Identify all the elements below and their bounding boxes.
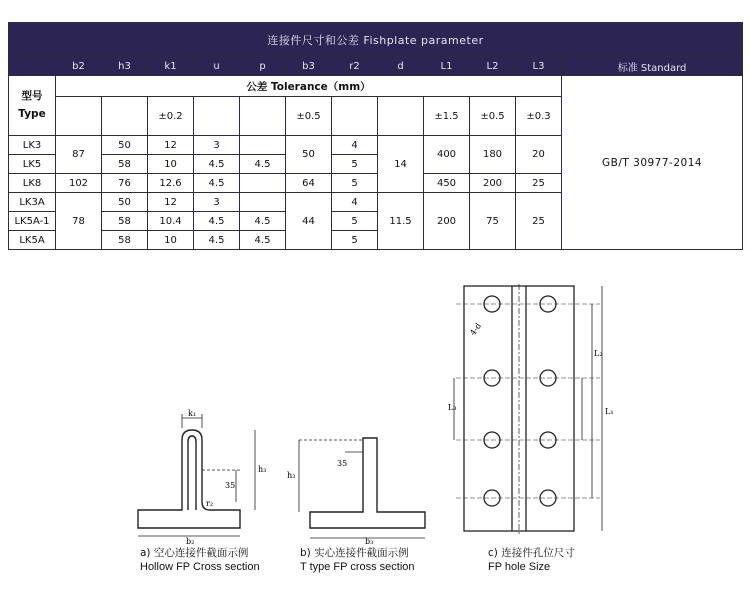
cell-type: LK3A	[9, 193, 56, 212]
cell-k1: 10	[148, 155, 194, 174]
caption-b-cn: b) 实心连接件截面示例	[300, 547, 409, 559]
label-b2: b₂	[186, 537, 195, 546]
label-d: 4-d	[468, 321, 484, 338]
tolerance-r2	[332, 97, 378, 136]
cell-k1: 12	[148, 193, 194, 212]
header-u: u	[194, 58, 240, 76]
caption-b	[300, 546, 415, 574]
cell-u: 4.5	[194, 212, 240, 231]
header-standard: 标准 Standard	[562, 58, 743, 76]
caption-a-en: Hollow FP Cross section	[140, 561, 260, 573]
tolerance-L3: ±0.3	[516, 97, 562, 136]
cell-L2: 75	[470, 193, 516, 250]
label-h5: 35	[225, 481, 236, 490]
figures-area	[0, 270, 750, 600]
cell-b3: 64	[286, 174, 332, 193]
cell-u: 4.5	[194, 231, 240, 250]
cell-r2: 5	[332, 174, 378, 193]
header-b2: b2	[56, 58, 102, 76]
cell-type: LK5	[9, 155, 56, 174]
cell-b3: 50	[286, 136, 332, 174]
cell-h3: 58	[102, 231, 148, 250]
cell-p: 4.5	[240, 231, 286, 250]
label-L1: L₁	[605, 407, 614, 416]
caption-c-en: FP hole Size	[488, 561, 551, 573]
cell-p: 4.5	[240, 155, 286, 174]
cell-L3: 25	[516, 193, 562, 250]
label-L3: L₃	[448, 403, 457, 412]
tolerance-b2	[56, 97, 102, 136]
cell-b2: 78	[56, 193, 102, 250]
cell-r2: 4	[332, 193, 378, 212]
header-k1: k1	[148, 58, 194, 76]
fishplate-parameter-table	[8, 22, 743, 250]
tolerance-p	[240, 97, 286, 136]
cell-r2: 5	[332, 231, 378, 250]
parameter-table-container	[8, 22, 742, 250]
type-label-cn: 型号	[21, 89, 43, 102]
cell-b2: 87	[56, 136, 102, 174]
cell-type: LK3	[9, 136, 56, 155]
cell-p	[240, 193, 286, 212]
tolerance-b3: ±0.5	[286, 97, 332, 136]
cell-L1: 200	[424, 193, 470, 250]
header-L2: L2	[470, 58, 516, 76]
standard-value: GB/T 30977-2014	[562, 76, 743, 250]
cell-r2: 5	[332, 155, 378, 174]
label-h3-b: h₃	[287, 471, 296, 480]
cell-u: 4.5	[194, 174, 240, 193]
cell-u: 4.5	[194, 155, 240, 174]
label-h5-b: 35	[337, 459, 348, 468]
caption-b-en: T type FP cross section	[300, 561, 415, 573]
header-blank	[9, 58, 56, 76]
cell-h3: 58	[102, 155, 148, 174]
caption-a	[140, 546, 260, 574]
cell-r2: 4	[332, 136, 378, 155]
cell-h3: 76	[102, 174, 148, 193]
header-L3: L3	[516, 58, 562, 76]
cell-k1: 10	[148, 231, 194, 250]
tolerance-L2: ±0.5	[470, 97, 516, 136]
cell-L2: 200	[470, 174, 516, 193]
cell-h3: 58	[102, 212, 148, 231]
t-type-fp-cross-section-drawing	[285, 420, 435, 545]
label-h3: h₃	[258, 465, 267, 474]
label-b3: b₃	[365, 537, 374, 546]
cell-k1: 10.4	[148, 212, 194, 231]
cell-b3: 44	[286, 193, 332, 250]
header-d: d	[378, 58, 424, 76]
cell-k1: 12	[148, 136, 194, 155]
header-p: p	[240, 58, 286, 76]
cell-p: 4.5	[240, 212, 286, 231]
tolerance-u	[194, 97, 240, 136]
tolerance-header: 公差 Tolerance（mm）	[56, 76, 562, 97]
cell-L2: 180	[470, 136, 516, 174]
cell-L3: 25	[516, 174, 562, 193]
cell-L1: 450	[424, 174, 470, 193]
cell-h3: 50	[102, 136, 148, 155]
cell-type: LK5A-1	[9, 212, 56, 231]
cell-b2: 102	[56, 174, 102, 193]
cell-d: 14	[378, 136, 424, 193]
header-L1: L1	[424, 58, 470, 76]
label-k1: k₁	[188, 409, 197, 418]
cell-p	[240, 174, 286, 193]
table-title: 连接件尺寸和公差 Fishplate parameter	[9, 23, 743, 58]
type-header-cell	[9, 76, 56, 136]
header-r2: r2	[332, 58, 378, 76]
cell-u: 3	[194, 136, 240, 155]
cell-type: LK5A	[9, 231, 56, 250]
tolerance-h3	[102, 97, 148, 136]
caption-c-cn: c) 连接件孔位尺寸	[488, 547, 575, 559]
cell-p	[240, 136, 286, 155]
label-L2: L₂	[594, 349, 603, 358]
tolerance-L1: ±1.5	[424, 97, 470, 136]
type-label-en: Type	[18, 107, 46, 120]
label-r2: r₂	[206, 499, 214, 508]
header-b3: b3	[286, 58, 332, 76]
cell-d: 11.5	[378, 193, 424, 250]
cell-type: LK8	[9, 174, 56, 193]
cell-k1: 12.6	[148, 174, 194, 193]
tolerance-k1: ±0.2	[148, 97, 194, 136]
cell-L1: 400	[424, 136, 470, 174]
cell-L3: 20	[516, 136, 562, 174]
tolerance-d	[378, 97, 424, 136]
cell-r2: 5	[332, 212, 378, 231]
fp-hole-size-drawing	[450, 284, 650, 536]
caption-a-cn: a) 空心连接件截面示例	[140, 547, 249, 559]
cell-h3: 50	[102, 193, 148, 212]
cell-u: 3	[194, 193, 240, 212]
header-h3: h3	[102, 58, 148, 76]
hollow-fp-cross-section-drawing	[130, 410, 280, 545]
caption-c	[488, 546, 575, 574]
